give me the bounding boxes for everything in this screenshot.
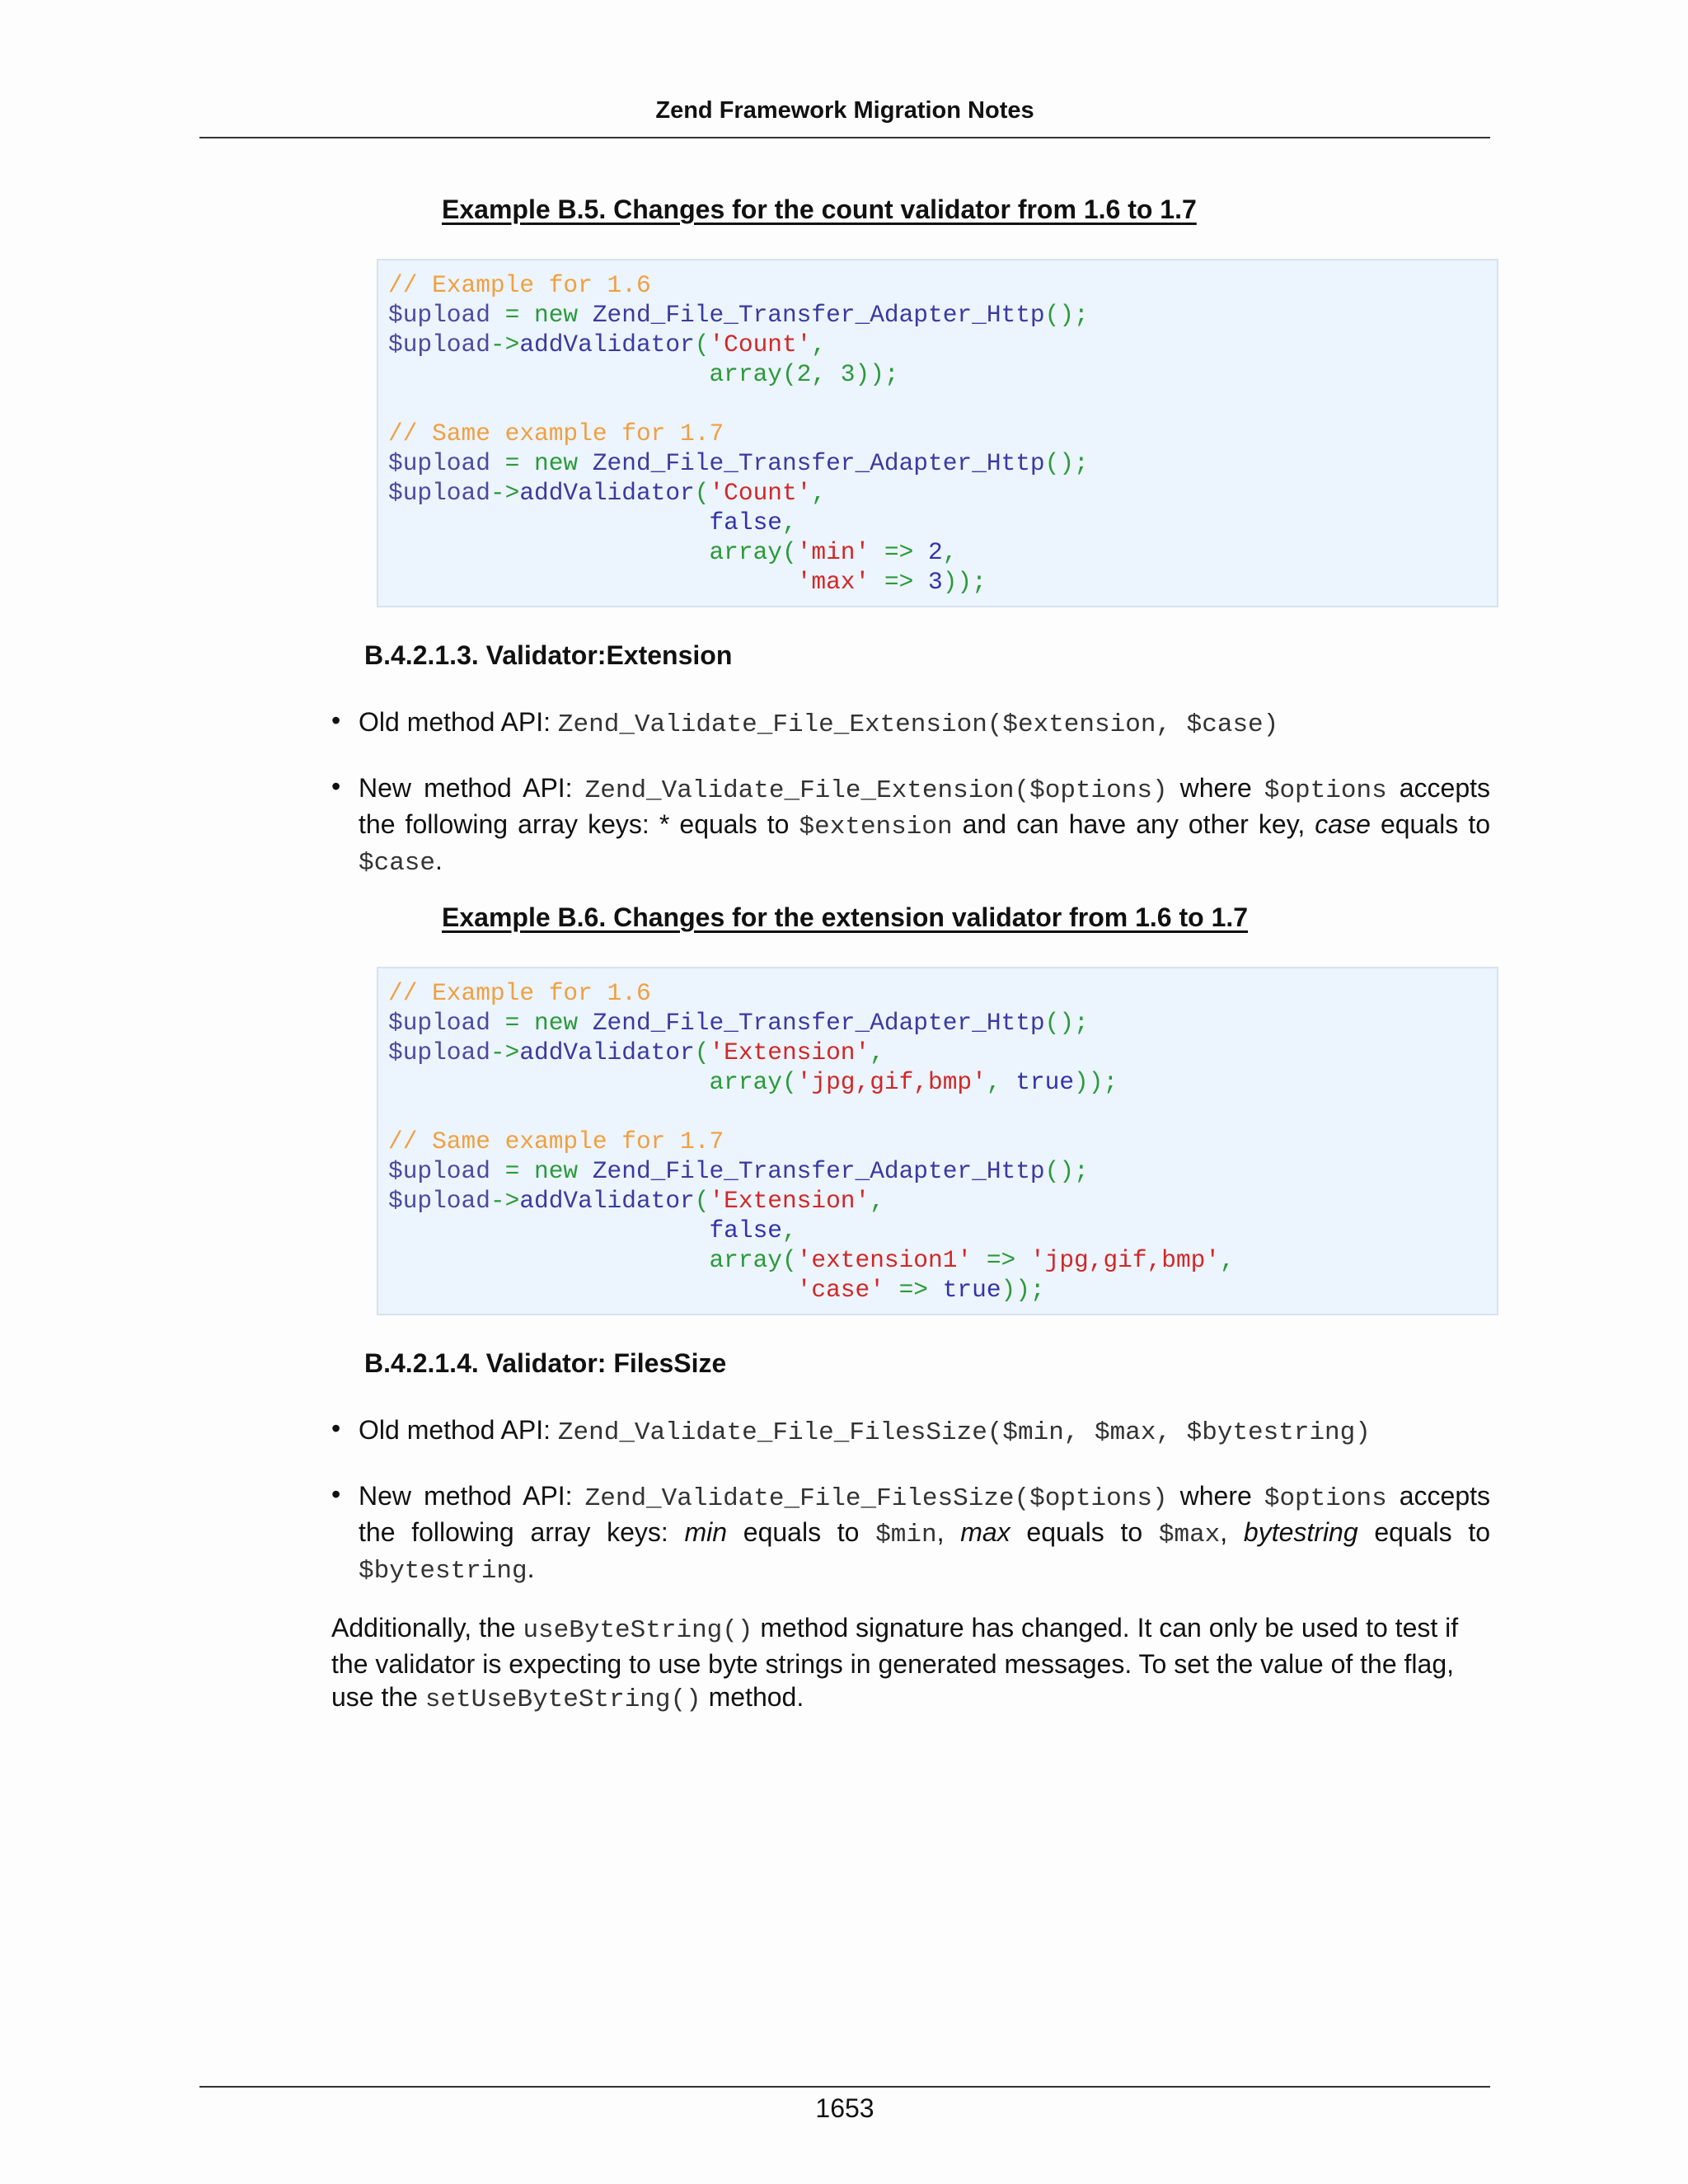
example-b5-title: Example B.5. Changes for the count validator from 1.6 to 1.7 xyxy=(442,194,1197,224)
bullet-glyph: • xyxy=(331,1479,341,1509)
footer-rule xyxy=(199,2086,1490,2088)
bullet-glyph: • xyxy=(331,771,341,801)
section-heading-filessize: B.4.2.1.4. Validator: FilesSize xyxy=(364,1348,727,1378)
section-heading-extension: B.4.2.1.3. Validator:Extension xyxy=(364,640,733,670)
closing-paragraph: Additionally, the useByteString() method signature has changed. It can only be used to test if the validator is expecting to use byte strings in generated messages. To set the value of the flag, use the setUseByteString() method. xyxy=(331,1613,1459,1714)
new-api-filessize: New method API: Zend_Validate_File_FilesSize($options) where $options accepts the following array keys: min equals to $min, max equals to $max, bytestring equals to $bytestring. xyxy=(359,1481,1491,1586)
example-b6-title: Example B.6. Changes for the extension validator from 1.6 to 1.7 xyxy=(442,902,1249,932)
bullet-glyph: • xyxy=(331,705,341,735)
code-block-b6 xyxy=(377,967,1498,1315)
code-block-b5 xyxy=(377,259,1498,607)
header-rule xyxy=(199,137,1490,138)
page-number: 1653 xyxy=(815,2093,874,2123)
new-api-extension: New method API: Zend_Validate_File_Extension($options) where $options accepts the following array keys: * equals to $extension and can have any other key, case equals to $case. xyxy=(359,773,1491,878)
code-listing: // Example for 1.6 $upload = new Zend_File_Transfer_Adapter_Http(); $upload->addValidator('Extension', array('jpg,gif,bmp', true)); // Same example for 1.7 $upload = new Zend_File_Transfer_Adapter_Http(); $upload->addValidator('Extension', false, array('extension1' => 'jpg,gif,bmp', 'case' => true)); xyxy=(388,979,1235,1304)
old-api-extension: Old method API: Zend_Validate_File_Extension($extension, $case) xyxy=(359,707,1279,739)
code-listing: // Example for 1.6 $upload = new Zend_File_Transfer_Adapter_Http(); $upload->addValidator('Count', array(2, 3)); // Same example for 1.7 $upload = new Zend_File_Transfer_Adapter_Http(); $upload->addValidator('Count', false, array('min' => 2, 'max' => 3)); xyxy=(388,271,1089,596)
page-header-title: Zend Framework Migration Notes xyxy=(655,97,1034,124)
old-api-filessize: Old method API: Zend_Validate_File_FilesSize($min, $max, $bytestring) xyxy=(359,1415,1371,1447)
bullet-glyph: • xyxy=(331,1413,341,1443)
